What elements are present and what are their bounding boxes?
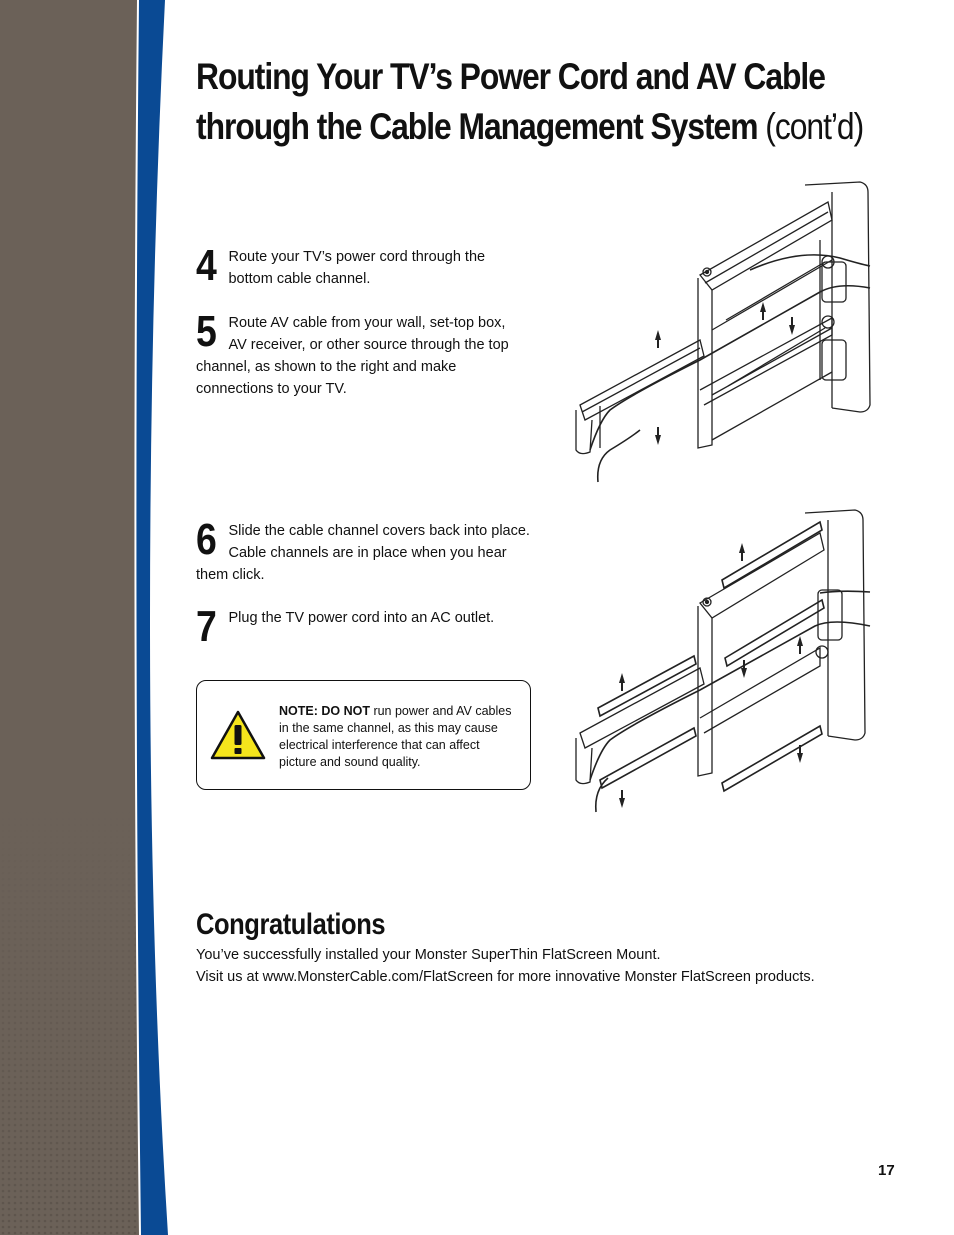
step-5 <box>196 307 511 400</box>
step-text: Route your TV’s power cord through the bottom cable channel. <box>228 249 486 287</box>
note-box <box>196 680 531 790</box>
step-number: 7 <box>196 602 217 651</box>
congratulations-line-2: Visit us at www.MonsterCable.com/FlatScreen for more innovative Monster FlatScreen products. <box>196 969 815 985</box>
mount-illustration-cable-routing <box>570 180 890 490</box>
note-body: run power and AV cables in the same channel, as this may cause electrical interference that can affect picture and sound quality. <box>279 704 512 769</box>
title-line-2-main: through the Cable Management System <box>196 106 758 147</box>
title-line-1: Routing Your TV’s Power Cord and AV Cable <box>196 56 825 97</box>
congratulations-heading: Congratulations <box>196 908 386 941</box>
title-line-2 <box>196 102 864 152</box>
sidebar-decoration <box>0 0 175 1235</box>
title-suffix: (cont’d) <box>757 106 864 147</box>
step-text: Plug the TV power cord into an AC outlet. <box>228 610 495 626</box>
page-title <box>196 52 864 152</box>
step-number: 5 <box>196 307 217 356</box>
step-number: 6 <box>196 515 217 564</box>
congratulations-line-1: You’ve successfully installed your Monster SuperThin FlatScreen Mount. <box>196 947 661 963</box>
step-number: 4 <box>196 241 217 290</box>
note-bold: NOTE: DO NOT <box>279 704 370 718</box>
step-7 <box>196 602 526 651</box>
warning-icon <box>209 709 267 761</box>
note-text <box>279 703 519 771</box>
step-6 <box>196 515 531 586</box>
step-4 <box>196 241 496 290</box>
step-text: Route AV cable from your wall, set-top box, AV receiver, or other source through the top channel, as shown to the right and make connections to your TV. <box>196 315 509 397</box>
step-text: Slide the cable channel covers back into place. Cable channels are in place when you hear them click. <box>196 523 530 583</box>
mount-illustration-channel-covers <box>570 508 890 818</box>
page-number: 17 <box>878 1162 895 1179</box>
